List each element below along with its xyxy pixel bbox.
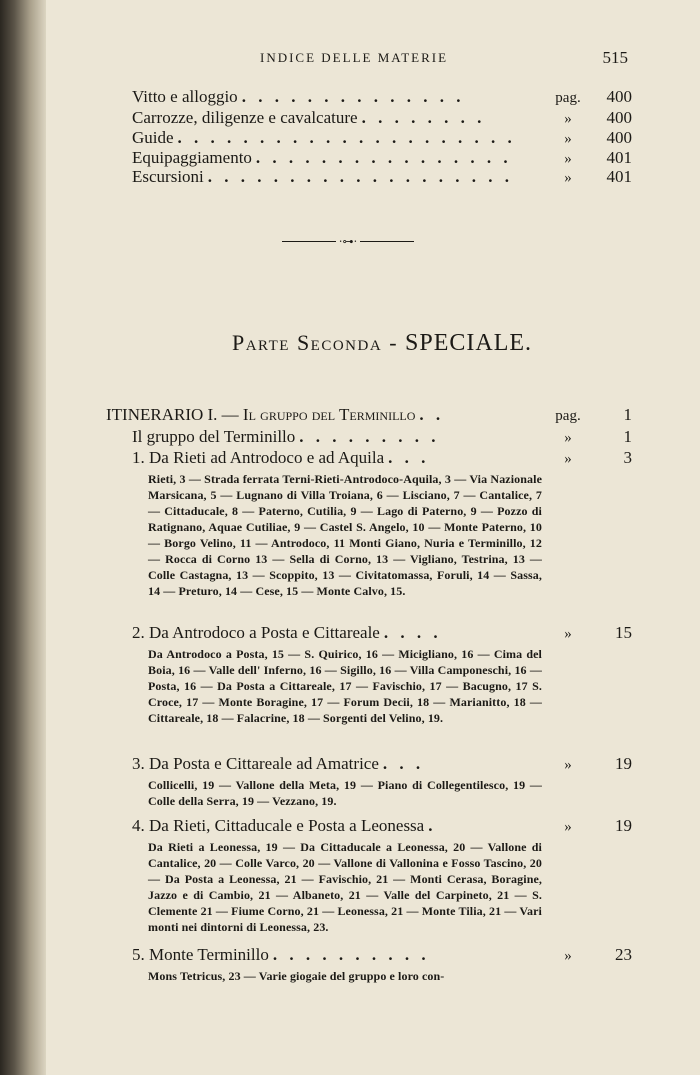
toc-entry-label: 4. Da Rieti, Cittaducale e Posta a Leonessa [132,816,425,835]
page-number: 515 [602,48,628,67]
toc-entry-pag: » [564,170,572,186]
leader-dots: . . . [382,754,425,773]
entry-detail: Da Antrodoco a Posta, 15 — S. Quirico, 16 — Micigliano, 16 — Cima del Boia, 16 — Valle dell' Inferno, 16 — Sigillo, 16 — Villa Camponeschi, 16 — Posta, 16 — Da Posta a Cittareale, 17 — Favischio, 17 — Bacugno, 17 S. Croce, 17 — Monte Boragine, 17 — Forum Decii, 18 — Marianitto, 18 — Cittareale, 18 — Falacrine, 18 — Sorgenti del Velino, 19. [148,647,542,725]
toc-entry-pag: » [564,430,572,446]
toc-entry-page: 400 [606,108,632,127]
toc-entry-page: 401 [606,167,632,186]
toc-entry-page: 23 [615,945,632,964]
toc-entry [132,447,632,469]
toc-entry-page: 19 [615,816,632,835]
leader-dots: . . . [388,448,430,467]
leader-dots: . . [419,405,445,424]
ornament-rule-left [282,241,336,242]
leader-dots: . . . . [383,623,442,642]
toc-entry-pag: pag. [555,90,581,106]
itinerary-heading [106,404,632,426]
leader-dots: . . . . . . . . . . . . . . . . . . . [207,167,514,186]
part-heading-prefix: Parte Seconda [231,330,383,355]
ornament-center: ⋅⊶⋅ [338,235,358,248]
entry-detail: Collicelli, 19 — Vallone della Meta, 19 — Piano di Collegentilesco, 19 — Colle della Serra, 19 — Vezzano, 19. [148,778,542,808]
toc-entry [132,86,632,108]
toc-entry [132,127,632,149]
ornament-rule-right [360,241,414,242]
toc-entry-page: 400 [606,87,632,106]
toc-entry-page: 19 [615,754,632,773]
part-heading [132,330,632,362]
toc-entry [132,753,632,775]
itinerary-label: ITINERARIO I. — Il gruppo del Terminillo [106,405,416,424]
part-heading-separator: - [382,330,406,355]
part-heading-main: SPECIALE. [405,330,533,356]
toc-entry-pag: » [564,626,572,642]
running-title: INDICE DELLE MATERIE [260,50,449,65]
toc-entry-label: Guide [132,128,174,147]
toc-entry-page: 400 [606,128,632,147]
toc-entry-label: 3. Da Posta e Cittareale ad Amatrice [132,754,379,773]
leader-dots: . . . . . . . . [361,108,486,127]
leader-dots: . . . . . . . . . . [272,945,430,964]
leader-dots: . . . . . . . . . . . . . . . . [255,148,512,167]
toc-entry-page: 401 [606,148,632,167]
leader-dots: . [428,816,437,835]
leader-dots: . . . . . . . . . [299,427,440,446]
toc-entry-pag: » [564,451,572,467]
toc-entry [132,815,632,837]
toc-entry-pag: » [564,111,572,127]
toc-entry-page: 1 [623,427,632,446]
toc-entry-label: Vitto e alloggio [132,87,238,106]
entry-detail: Rieti, 3 — Strada ferrata Terni-Rieti-Antrodoco-Aquila, 3 — Via Nazionale Marsicana, 5 — Lugnano di Villa Troiana, 6 — Lisciano, 7 — Cantalice, 7 — Cittaducale, 8 — Paterno, Cutilia, 9 — Lago di Paterno, 9 — Pozzo di Ratignano, Aquae Cutiliae, 9 — Castel S. Angelo, 10 — Monte Paterno, 10 — Borgo Velino, 11 — Antrodoco, 11 Monti Giano, Nuria e Terminillo, 12 — Rocca di Corno 13 — Sella di Corno, 13 — Vigliano, Testrina, 13 — Colle Castagna, 13 — Scoppito, 13 — Civitatomassa, Foruli, 14 — Sassa, 14 — Preturo, 14 — Cese, 15 — Monte Calvo, 15. [148,472,542,598]
toc-entry [132,426,632,448]
toc-entry-pag: » [564,131,572,147]
itinerary-pag: pag. [555,408,581,424]
toc-entry [132,166,632,188]
leader-dots: . . . . . . . . . . . . . . . . . . . . . [177,128,516,147]
toc-entry-label: Il gruppo del Terminillo [132,427,296,446]
entry-detail: Da Rieti a Leonessa, 19 — Da Cittaducale a Leonessa, 20 — Vallone di Cantalice, 20 — Colle Varco, 20 — Vallone di Vallonina e Fosso Tascino, 20 — Da Posta a Leonessa, 21 — Favischio, 21 — Monti Cerasa, Boragine, Jazzo e di Cambio, 21 — Albaneto, 21 — Valle del Carpineto, 21 — S. Clemente 21 — Fiume Corno, 21 — Leonessa, 21 — Monte Tilia, 21 — Vari monti nei dintorni di Leonessa, 23. [148,840,542,934]
toc-entry-label: Escursioni [132,167,204,186]
leader-dots: . . . . . . . . . . . . . . [241,87,465,106]
toc-entry-page: 15 [615,623,632,642]
section-ornament [282,236,414,248]
toc-entry-label: 2. Da Antrodoco a Posta e Cittareale [132,623,380,642]
toc-entry-label: Equipaggiamento [132,148,252,167]
toc-entry [132,622,632,644]
toc-entry-pag: » [564,757,572,773]
toc-entry-pag: » [564,819,572,835]
toc-entry-label: 1. Da Rieti ad Antrodoco e ad Aquila [132,448,385,467]
toc-entry-pag: » [564,151,572,167]
entry-detail: Mons Tetricus, 23 — Varie giogaie del gruppo e loro con- [148,969,445,983]
toc-entry-page: 3 [623,448,632,467]
toc-entry-pag: » [564,948,572,964]
toc-entry-label: Carrozze, diligenze e cavalcature [132,108,358,127]
toc-entry [132,944,632,966]
toc-entry-label: 5. Monte Terminillo [132,945,269,964]
toc-entry [132,107,632,129]
running-head [132,50,632,70]
itinerary-page: 1 [623,405,632,424]
